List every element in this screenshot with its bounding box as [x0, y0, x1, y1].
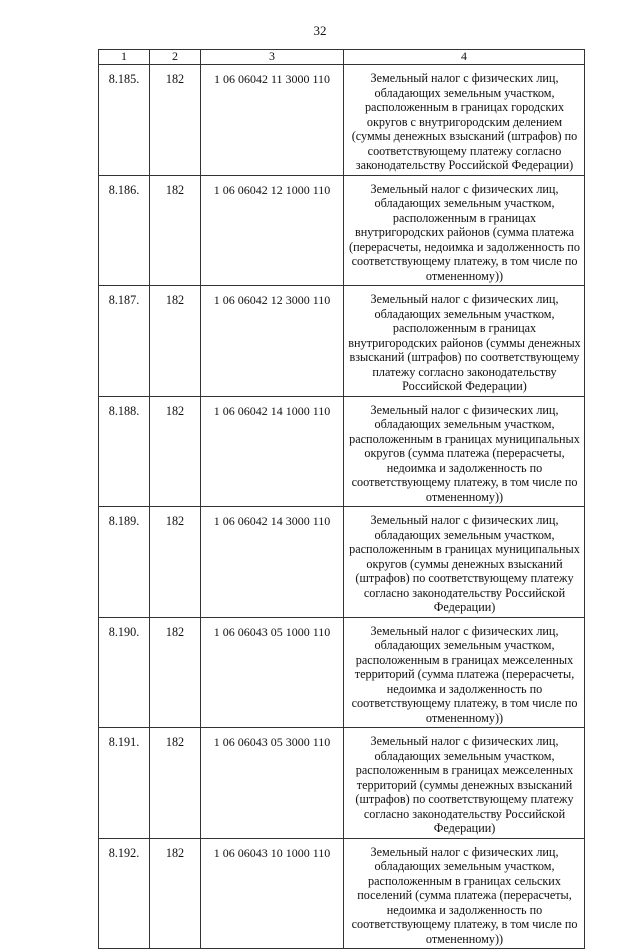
admin-code: 182: [150, 396, 201, 507]
table-header-row: [99, 50, 585, 65]
admin-code: 182: [150, 507, 201, 618]
row-number: 8.191.: [99, 728, 150, 839]
admin-code: 182: [150, 175, 201, 286]
budget-code: 1 06 06043 05 3000 110: [201, 728, 344, 839]
table-row: [99, 838, 585, 949]
table-row: [99, 65, 585, 176]
table-row: [99, 286, 585, 397]
budget-code: 1 06 06043 05 1000 110: [201, 617, 344, 728]
kbk-table: [98, 49, 585, 949]
budget-code: 1 06 06042 14 1000 110: [201, 396, 344, 507]
description: Земельный налог с физических лиц, обладающих земельным участком, расположенным в границах муниципальных округов (суммы денежных взысканий (штрафов) по соответствующему платежу согласно законодательству Российской Федерации): [344, 507, 585, 618]
admin-code: 182: [150, 838, 201, 949]
table-row: [99, 728, 585, 839]
budget-code: 1 06 06042 14 3000 110: [201, 507, 344, 618]
admin-code: 182: [150, 728, 201, 839]
row-number: 8.192.: [99, 838, 150, 949]
admin-code: 182: [150, 617, 201, 728]
admin-code: 182: [150, 286, 201, 397]
table-row: [99, 175, 585, 286]
header-col-1: 1: [99, 50, 150, 65]
description: Земельный налог с физических лиц, обладающих земельным участком, расположенным в границах муниципальных округов (сумма платежа (перерасчеты, недоимка и задолженность по соответствующему платежу, в том числе по отмененному)): [344, 396, 585, 507]
table-row: [99, 396, 585, 507]
budget-code: 1 06 06042 11 3000 110: [201, 65, 344, 176]
header-col-3: 3: [201, 50, 344, 65]
description: Земельный налог с физических лиц, обладающих земельным участком, расположенным в границах городских округов с внутригородским делением (суммы денежных взысканий (штрафов) по соответствующему платежу согласно законодательству Российской Федерации): [344, 65, 585, 176]
header-col-4: 4: [344, 50, 585, 65]
table-row: [99, 507, 585, 618]
description: Земельный налог с физических лиц, обладающих земельным участком, расположенным в границах межселенных территорий (сумма платежа (перерасчеты, недоимка и задолженность по соответствующему платежу, в том числе по отмененному)): [344, 617, 585, 728]
admin-code: 182: [150, 65, 201, 176]
budget-code: 1 06 06043 10 1000 110: [201, 838, 344, 949]
row-number: 8.185.: [99, 65, 150, 176]
row-number: 8.186.: [99, 175, 150, 286]
description: Земельный налог с физических лиц, обладающих земельным участком, расположенным в границах внутригородских районов (суммы денежных взысканий (штрафов) по соответствующему платежу согласно законодательству Российской Федерации): [344, 286, 585, 397]
description: Земельный налог с физических лиц, обладающих земельным участком, расположенным в границах внутригородских районов (сумма платежа (перерасчеты, недоимка и задолженность по соответствующему платежу, в том числе по отмененному)): [344, 175, 585, 286]
description: Земельный налог с физических лиц, обладающих земельным участком, расположенным в границах сельских поселений (сумма платежа (перерасчеты, недоимка и задолженность по соответствующему платежу, в том числе по отмененному)): [344, 838, 585, 949]
budget-code: 1 06 06042 12 3000 110: [201, 286, 344, 397]
table-row: [99, 617, 585, 728]
header-col-2: 2: [150, 50, 201, 65]
row-number: 8.187.: [99, 286, 150, 397]
row-number: 8.189.: [99, 507, 150, 618]
budget-code: 1 06 06042 12 1000 110: [201, 175, 344, 286]
page-number: 32: [313, 23, 327, 38]
row-number: 8.190.: [99, 617, 150, 728]
description: Земельный налог с физических лиц, обладающих земельным участком, расположенным в границах межселенных территорий (суммы денежных взысканий (штрафов) по соответствующему платежу согласно законодательству Российской Федерации): [344, 728, 585, 839]
row-number: 8.188.: [99, 396, 150, 507]
